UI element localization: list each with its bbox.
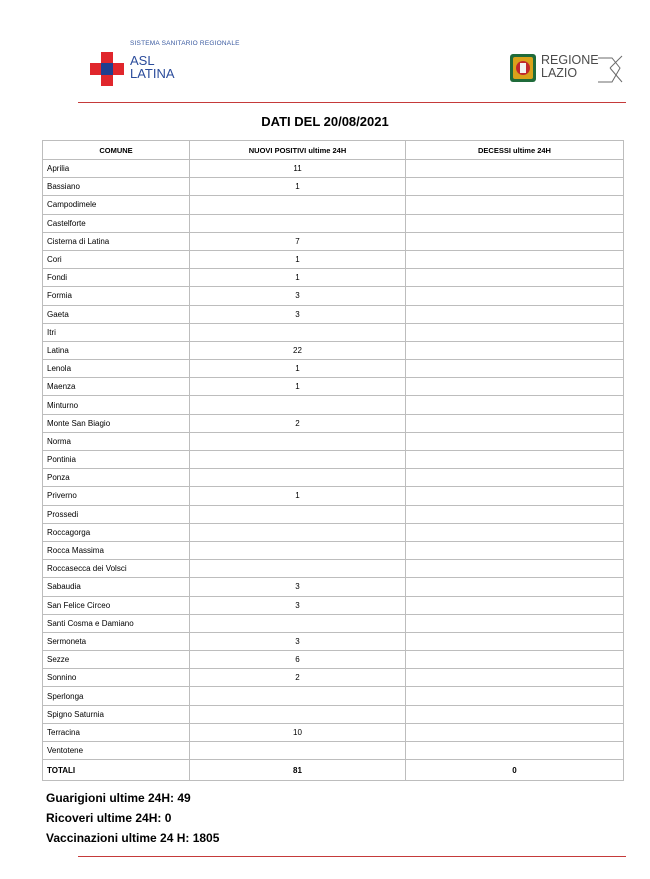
header-divider <box>78 102 626 103</box>
table-row <box>43 250 624 268</box>
table-cell <box>190 705 406 723</box>
table-cell: Ventotene <box>43 742 190 760</box>
table-row <box>43 378 624 396</box>
table-cell: 2 <box>190 414 406 432</box>
table-cell <box>190 396 406 414</box>
asl-subtitle: SISTEMA SANITARIO REGIONALE <box>130 40 240 47</box>
table-cell <box>406 451 624 469</box>
table-row <box>43 214 624 232</box>
table-cell <box>406 669 624 687</box>
table-cell <box>190 469 406 487</box>
table-cell <box>406 214 624 232</box>
table-cell: Latina <box>43 341 190 359</box>
table-cell <box>406 269 624 287</box>
table-cell <box>406 541 624 559</box>
table-cell <box>406 596 624 614</box>
page-title: DATI DEL 20/08/2021 <box>261 114 389 129</box>
table-cell: 22 <box>190 341 406 359</box>
table-row <box>43 287 624 305</box>
lazio-emblem-icon <box>508 52 538 84</box>
table-cell: 1 <box>190 487 406 505</box>
table-cell <box>406 705 624 723</box>
table-cell: 1 <box>190 269 406 287</box>
table-cell: 3 <box>190 287 406 305</box>
col-header-decessi: DECESSI ultime 24H <box>406 141 624 160</box>
footer-divider <box>78 856 626 857</box>
table-cell <box>406 178 624 196</box>
table-row <box>43 651 624 669</box>
table-cell <box>406 560 624 578</box>
table-row <box>43 560 624 578</box>
table-cell: Priverno <box>43 487 190 505</box>
table-header-row <box>43 141 624 160</box>
table-cell: Sabaudia <box>43 578 190 596</box>
table-cell: 1 <box>190 360 406 378</box>
table-cell <box>406 360 624 378</box>
table-cell <box>406 487 624 505</box>
table-cell <box>406 323 624 341</box>
table-cell: Bassiano <box>43 178 190 196</box>
table-cell <box>406 523 624 541</box>
table-row <box>43 614 624 632</box>
table-row <box>43 323 624 341</box>
table-cell: San Felice Circeo <box>43 596 190 614</box>
lazio-swoosh-icon <box>596 54 623 84</box>
vaccinazioni-line: Vaccinazioni ultime 24 H: 1805 <box>46 831 220 845</box>
table-cell <box>190 196 406 214</box>
table-cell <box>406 250 624 268</box>
asl-name <box>130 54 175 80</box>
asl-name-line2: LATINA <box>130 66 175 81</box>
table-cell <box>406 505 624 523</box>
table-cell: Lenola <box>43 360 190 378</box>
region-line2: LAZIO <box>541 66 578 80</box>
table-cell <box>406 723 624 741</box>
table-cell: Itri <box>43 323 190 341</box>
region-line1: REGIONE <box>541 53 599 67</box>
table-cell <box>190 687 406 705</box>
table-cell <box>406 614 624 632</box>
table-cell <box>406 287 624 305</box>
table-row <box>43 723 624 741</box>
table-row <box>43 305 624 323</box>
table-cell: 3 <box>190 596 406 614</box>
table-cell <box>190 323 406 341</box>
table-cell: 3 <box>190 632 406 650</box>
summary-block <box>46 788 219 848</box>
table-cell <box>406 196 624 214</box>
table-cell <box>406 469 624 487</box>
table-row <box>43 341 624 359</box>
table-cell: 1 <box>190 250 406 268</box>
table-cell: Cisterna di Latina <box>43 232 190 250</box>
table-cell: Gaeta <box>43 305 190 323</box>
asl-name-line1: ASL <box>130 53 155 68</box>
table-cell: Sonnino <box>43 669 190 687</box>
table-cell: Cori <box>43 250 190 268</box>
table-row <box>43 578 624 596</box>
table-cell <box>190 451 406 469</box>
table-cell: TOTALI <box>43 760 190 781</box>
table-cell: Castelforte <box>43 214 190 232</box>
table-cell: Monte San Biagio <box>43 414 190 432</box>
table-cell: Spigno Saturnia <box>43 705 190 723</box>
table-cell <box>190 742 406 760</box>
table-cell <box>406 578 624 596</box>
table-row <box>43 414 624 432</box>
table-row <box>43 396 624 414</box>
table-row <box>43 160 624 178</box>
table-cell: Prossedi <box>43 505 190 523</box>
table-row <box>43 232 624 250</box>
table-cell: 10 <box>190 723 406 741</box>
table-cell <box>406 687 624 705</box>
table-row <box>43 451 624 469</box>
table-row <box>43 505 624 523</box>
table-row <box>43 523 624 541</box>
table-row <box>43 632 624 650</box>
table-cell <box>190 505 406 523</box>
table-row <box>43 742 624 760</box>
table-cell: Maenza <box>43 378 190 396</box>
table-row <box>43 687 624 705</box>
table-cell: Rocca Massima <box>43 541 190 559</box>
table-cell <box>406 378 624 396</box>
asl-latina-logo <box>90 40 250 90</box>
table-row <box>43 196 624 214</box>
table-cell: Aprilia <box>43 160 190 178</box>
table-row <box>43 596 624 614</box>
table-cell: Formia <box>43 287 190 305</box>
table-cell: 1 <box>190 378 406 396</box>
table-cell <box>190 560 406 578</box>
regione-lazio-logo <box>508 52 623 88</box>
ricoveri-line: Ricoveri ultime 24H: 0 <box>46 811 172 825</box>
table-cell: Roccasecca dei Volsci <box>43 560 190 578</box>
table-row <box>43 669 624 687</box>
region-name <box>541 54 599 80</box>
table-cell: Sperlonga <box>43 687 190 705</box>
table-cell: Terracina <box>43 723 190 741</box>
table-cell <box>406 305 624 323</box>
table-cell: Roccagorga <box>43 523 190 541</box>
table-cell: 2 <box>190 669 406 687</box>
table-cell: Pontinia <box>43 451 190 469</box>
table-cell: Minturno <box>43 396 190 414</box>
table-cell <box>406 432 624 450</box>
col-header-positivi: NUOVI POSITIVI ultime 24H <box>190 141 406 160</box>
table-row <box>43 269 624 287</box>
table-cell: Santi Cosma e Damiano <box>43 614 190 632</box>
table-cell <box>190 432 406 450</box>
table-cell: 81 <box>190 760 406 781</box>
table-cell <box>406 232 624 250</box>
table-cell <box>190 214 406 232</box>
table-cell <box>406 341 624 359</box>
guarigioni-line: Guarigioni ultime 24H: 49 <box>46 791 191 805</box>
table-cell: Norma <box>43 432 190 450</box>
totals-row <box>43 760 624 781</box>
table-cell: Fondi <box>43 269 190 287</box>
col-header-comune: COMUNE <box>43 141 190 160</box>
table-cell <box>406 160 624 178</box>
table-row <box>43 432 624 450</box>
positivi-table <box>42 140 624 781</box>
table-cell: Sermoneta <box>43 632 190 650</box>
table-row <box>43 360 624 378</box>
table-row <box>43 705 624 723</box>
table-row <box>43 487 624 505</box>
table-cell: 3 <box>190 578 406 596</box>
table-cell <box>406 651 624 669</box>
page-header <box>0 0 650 105</box>
red-cross-icon <box>90 52 124 86</box>
table-cell <box>406 414 624 432</box>
table-cell: 11 <box>190 160 406 178</box>
table-cell: Campodimele <box>43 196 190 214</box>
table-cell: 7 <box>190 232 406 250</box>
table-row <box>43 178 624 196</box>
table-cell <box>406 632 624 650</box>
table-row <box>43 469 624 487</box>
table-row <box>43 541 624 559</box>
table-cell <box>406 742 624 760</box>
table-cell: 0 <box>406 760 624 781</box>
table-cell: 1 <box>190 178 406 196</box>
table-cell: Ponza <box>43 469 190 487</box>
table-cell <box>190 614 406 632</box>
table-cell: 3 <box>190 305 406 323</box>
table-cell <box>406 396 624 414</box>
table-cell: 6 <box>190 651 406 669</box>
table-cell <box>190 541 406 559</box>
table-cell <box>190 523 406 541</box>
table-cell: Sezze <box>43 651 190 669</box>
